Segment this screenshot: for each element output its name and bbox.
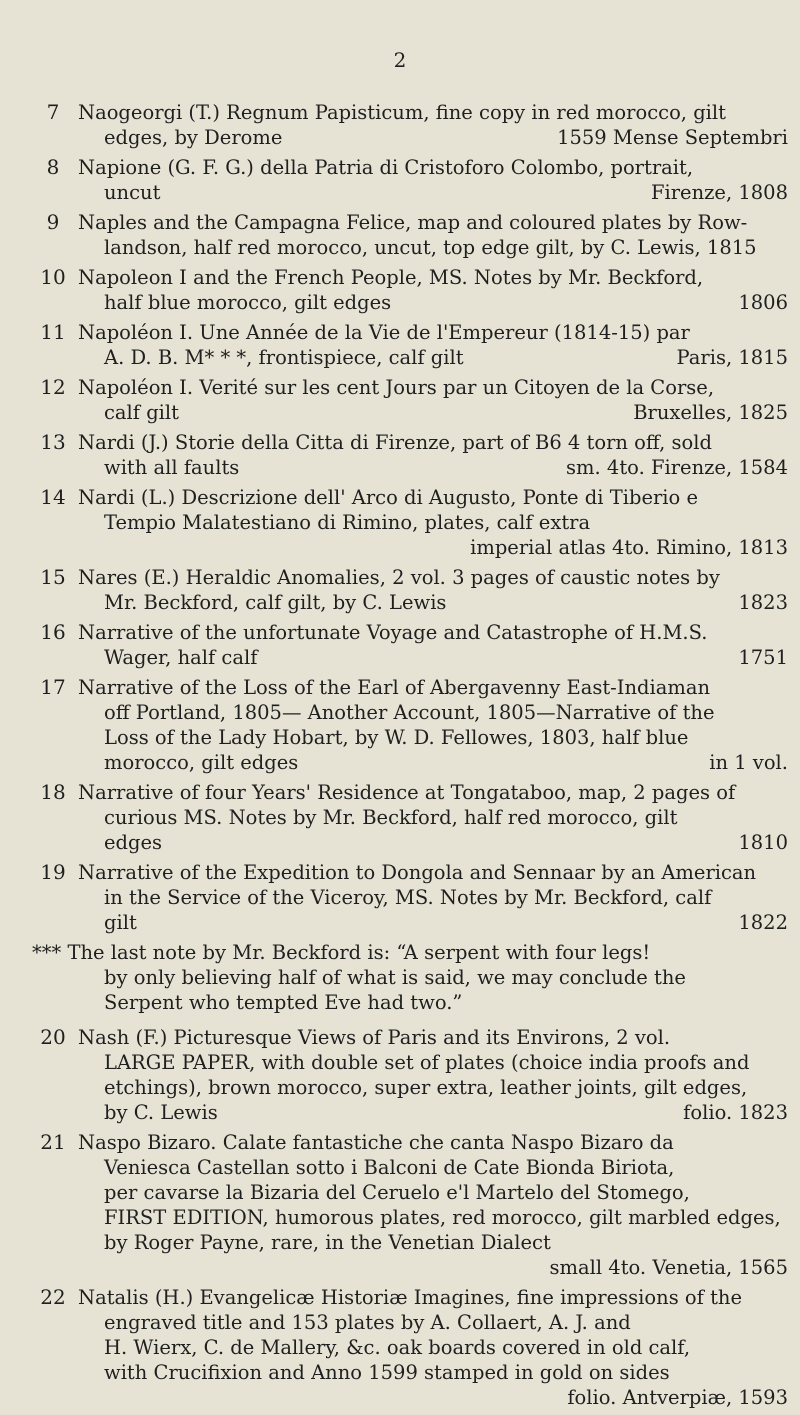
entry-line: Naspo Bizaro. Calate fantastiche che canta Naspo Bizaro da xyxy=(78,1131,674,1154)
entry-20 xyxy=(28,1025,788,1125)
entry-number: 12 xyxy=(40,375,66,399)
entry-line: by Roger Payne, rare, in the Venetian Dialect xyxy=(104,1231,551,1254)
entry-line: Nardi (J.) Storie della Citta di Firenze, part of B6 4 torn off, sold xyxy=(78,431,712,454)
note-line: *** The last note by Mr. Beckford is: “A serpent with four legs! xyxy=(32,941,651,964)
entry-text xyxy=(78,265,788,315)
entry-line: Naogeorgi (T.) Regnum Papisticum, fine copy in red morocco, gilt xyxy=(78,101,726,124)
entry-line: curious MS. Notes by Mr. Beckford, half red morocco, gilt xyxy=(104,806,678,829)
entry-line: Napoléon I. Verité sur les cent Jours par un Citoyen de la Corse, xyxy=(78,376,715,399)
entry-line: LARGE PAPER, with double set of plates (choice india proofs and xyxy=(104,1051,750,1074)
entry-19 xyxy=(28,860,788,935)
entry-line: FIRST EDITION, humorous plates, red morocco, gilt marbled edges, xyxy=(104,1206,781,1229)
beckford-note xyxy=(28,940,788,1015)
page-number: 2 xyxy=(393,48,407,72)
entry-line: calf gilt Bruxelles, 1825 xyxy=(104,401,788,424)
entry-line: Naples and the Campagna Felice, map and coloured plates by Row- xyxy=(78,211,748,234)
entry-line: etchings), brown morocco, super extra, leather joints, gilt edges, xyxy=(104,1076,748,1099)
entry-8 xyxy=(28,155,788,205)
entry-line: by C. Lewis folio. 1823 xyxy=(104,1101,788,1124)
entry-line: gilt 1822 xyxy=(104,911,788,934)
entry-number: 17 xyxy=(40,675,66,699)
entry-number: 18 xyxy=(40,780,66,804)
entry-number: 9 xyxy=(46,210,60,234)
entry-line: with Crucifixion and Anno 1599 stamped in gold on sides xyxy=(104,1361,670,1384)
note-line: Serpent who tempted Eve had two.” xyxy=(104,991,463,1014)
entry-line: edges, by Derome 1559 Mense Septembri xyxy=(104,126,788,149)
entry-text xyxy=(78,565,788,615)
entry-number: 19 xyxy=(40,860,66,884)
entry-text xyxy=(78,100,788,150)
entry-line: A. D. B. M* * *, frontispiece, calf gilt Paris, 1815 xyxy=(104,346,788,369)
entry-number: 14 xyxy=(40,485,66,509)
entry-line: edges 1810 xyxy=(104,831,788,854)
entry-line: Narrative of the Expedition to Dongola and Sennaar by an American xyxy=(78,861,757,884)
entry-21 xyxy=(28,1130,788,1280)
entry-number: 10 xyxy=(40,265,66,289)
entry-15 xyxy=(28,565,788,615)
entry-11 xyxy=(28,320,788,370)
entry-13 xyxy=(28,430,788,480)
entry-line: Tempio Malatestiano di Rimino, plates, calf extra xyxy=(104,511,591,534)
entry-line: Narrative of four Years' Residence at Tongataboo, map, 2 pages of xyxy=(78,781,736,804)
entry-text xyxy=(78,1285,788,1410)
entry-line: per cavarse la Bizaria del Ceruelo e'l Martelo del Stomego, xyxy=(104,1181,690,1204)
entry-line: in the Service of the Viceroy, MS. Notes by Mr. Beckford, calf xyxy=(104,886,712,909)
entry-number: 11 xyxy=(40,320,66,344)
entry-line: Nash (F.) Picturesque Views of Paris and its Environs, 2 vol. xyxy=(78,1026,671,1049)
catalogue-entries xyxy=(28,100,788,1415)
entry-text xyxy=(78,430,788,480)
entry-line: Mr. Beckford, calf gilt, by C. Lewis 1823 xyxy=(104,591,788,614)
entry-7 xyxy=(28,100,788,150)
entry-number: 7 xyxy=(46,100,60,124)
entry-16 xyxy=(28,620,788,670)
entry-line: folio. Antverpiæ, 1593 xyxy=(567,1386,788,1409)
entry-line: half blue morocco, gilt edges 1806 xyxy=(104,291,788,314)
entry-number: 8 xyxy=(46,155,60,179)
entry-line: H. Wierx, C. de Mallery, &c. oak boards covered in old calf, xyxy=(104,1336,691,1359)
entry-line: imperial atlas 4to. Rimino, 1813 xyxy=(470,536,788,559)
entry-9 xyxy=(28,210,788,260)
entry-line: uncut Firenze, 1808 xyxy=(104,181,788,204)
entry-line: Napoleon I and the French People, MS. Notes by Mr. Beckford, xyxy=(78,266,704,289)
entry-line: Napoléon I. Une Année de la Vie de l'Empereur (1814-15) par xyxy=(78,321,690,344)
entry-line: morocco, gilt edges in 1 vol. xyxy=(104,751,788,774)
entry-number: 22 xyxy=(40,1285,66,1309)
entry-line: Natalis (H.) Evangelicæ Historiæ Imagines, fine impressions of the xyxy=(78,1286,742,1309)
entry-line: landson, half red morocco, uncut, top edge gilt, by C. Lewis, 1815 xyxy=(104,236,757,259)
entry-text xyxy=(78,320,788,370)
entry-14 xyxy=(28,485,788,560)
entry-line: engraved title and 153 plates by A. Collaert, A. J. and xyxy=(104,1311,631,1334)
entry-10 xyxy=(28,265,788,315)
entry-18 xyxy=(28,780,788,855)
entry-line: Napione (G. F. G.) della Patria di Cristoforo Colombo, portrait, xyxy=(78,156,694,179)
entry-number: 21 xyxy=(40,1130,66,1154)
entry-text xyxy=(78,620,788,670)
entry-22 xyxy=(28,1285,788,1410)
entry-line: Narrative of the unfortunate Voyage and Catastrophe of H.M.S. xyxy=(78,621,708,644)
entry-line: small 4to. Venetia, 1565 xyxy=(549,1256,788,1279)
entry-text xyxy=(78,1025,788,1125)
entry-text xyxy=(78,860,788,935)
note-line: by only believing half of what is said, we may conclude the xyxy=(104,966,686,989)
entry-line: with all faults sm. 4to. Firenze, 1584 xyxy=(104,456,788,479)
entry-text xyxy=(78,1130,788,1280)
entry-line: Nares (E.) Heraldic Anomalies, 2 vol. 3 pages of caustic notes by xyxy=(78,566,720,589)
entry-line: Veniesca Castellan sotto i Balconi de Cate Bionda Biriota, xyxy=(104,1156,675,1179)
entry-text xyxy=(78,210,788,260)
entry-line: off Portland, 1805— Another Account, 1805—Narrative of the xyxy=(104,701,715,724)
entry-17 xyxy=(28,675,788,775)
entry-text xyxy=(78,485,788,560)
entry-text xyxy=(78,155,788,205)
entry-number: 20 xyxy=(40,1025,66,1049)
entry-text xyxy=(78,375,788,425)
entry-number: 16 xyxy=(40,620,66,644)
entry-12 xyxy=(28,375,788,425)
entry-text xyxy=(78,675,788,775)
entry-line: Nardi (L.) Descrizione dell' Arco di Augusto, Ponte di Tiberio e xyxy=(78,486,699,509)
entry-line: Narrative of the Loss of the Earl of Abergavenny East-Indiaman xyxy=(78,676,711,699)
entry-number: 13 xyxy=(40,430,66,454)
entry-line: Loss of the Lady Hobart, by W. D. Fellowes, 1803, half blue xyxy=(104,726,689,749)
entry-number: 15 xyxy=(40,565,66,589)
entry-text xyxy=(78,780,788,855)
entry-line: Wager, half calf 1751 xyxy=(104,646,788,669)
